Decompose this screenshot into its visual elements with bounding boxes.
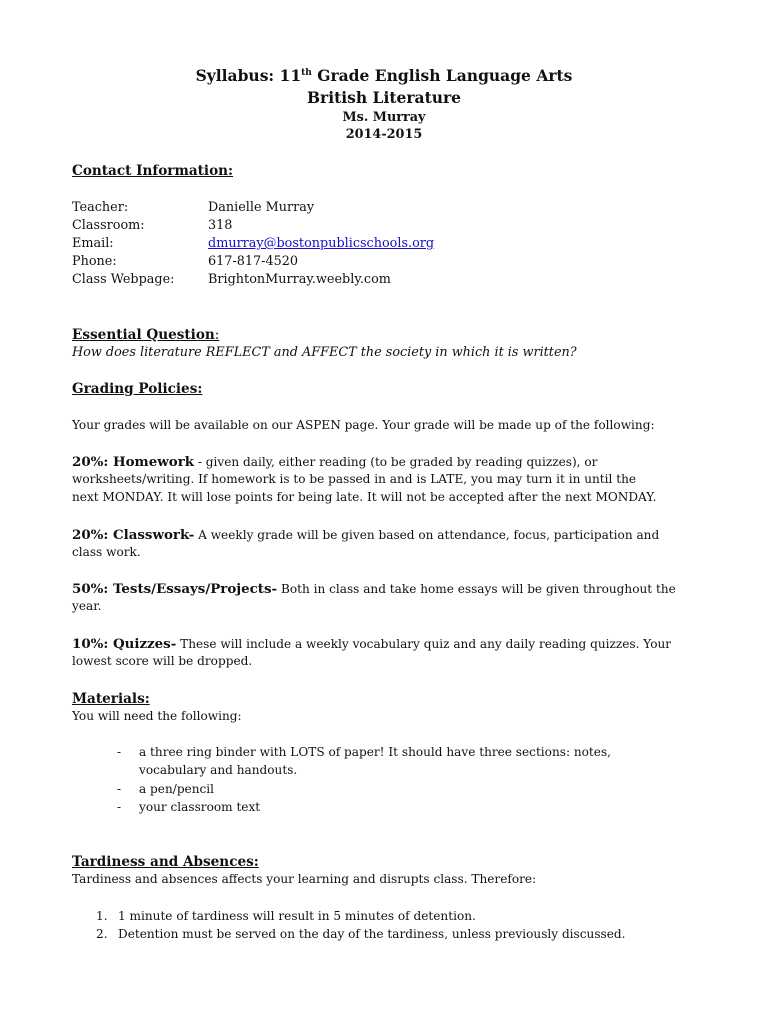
materials-item-binder: a three ring binder with LOTS of paper! It should have three sections: notes, xyxy=(139,745,611,759)
materials-item-text: your classroom text xyxy=(139,800,261,814)
classwork-line-1: 20%: Classwork- A weekly grade will be given based on attendance, focus, participation and xyxy=(72,527,660,543)
page-title: Syllabus: 11th Grade English Language Arts xyxy=(195,66,573,85)
webpage-label: Class Webpage: xyxy=(72,272,175,287)
essential-question: How does literature REFLECT and AFFECT the society in which it is written? xyxy=(72,345,577,360)
tardiness-rule-2: Detention must be served on the day of the tardiness, unless previously discussed. xyxy=(118,927,626,941)
teacher-name: Ms. Murray xyxy=(342,110,426,125)
quizzes-line-1: 10%: Quizzes- These will include a weekly vocabulary quiz and any daily reading quizzes. Your xyxy=(72,636,672,652)
materials-item-binder-cont: vocabulary and handouts. xyxy=(139,763,298,777)
tests-line-1: 50%: Tests/Essays/Projects- Both in class and take home essays will be given throughout the xyxy=(72,581,676,597)
teacher-label: Teacher: xyxy=(72,200,129,215)
contact-heading: Contact Information: xyxy=(72,163,234,179)
materials-intro: You will need the following: xyxy=(72,709,242,723)
classroom-value: 318 xyxy=(208,218,233,233)
webpage-value: BrightonMurray.weebly.com xyxy=(208,272,391,287)
email-label: Email: xyxy=(72,236,114,251)
classwork-line-2: class work. xyxy=(72,545,141,559)
homework-line-1: 20%: Homework - given daily, either reading (to be graded by reading quizzes), or xyxy=(72,454,598,470)
classroom-label: Classroom: xyxy=(72,218,145,233)
email-link[interactable]: dmurray@bostonpublicschools.org xyxy=(208,236,435,251)
bullet-dash: - xyxy=(117,782,122,796)
list-number: 2. xyxy=(96,927,108,941)
school-year: 2014-2015 xyxy=(345,127,423,142)
homework-line-2: worksheets/writing. If homework is to be passed in and is LATE, you may turn it in until the xyxy=(72,472,637,486)
quizzes-line-2: lowest score will be dropped. xyxy=(72,654,253,668)
phone-value: 617-817-4520 xyxy=(208,254,299,269)
tardiness-rule-1: 1 minute of tardiness will result in 5 minutes of detention. xyxy=(118,909,476,923)
grading-heading: Grading Policies: xyxy=(72,381,203,397)
essential-heading: Essential Question: xyxy=(72,327,220,343)
phone-label: Phone: xyxy=(72,254,117,269)
list-number: 1. xyxy=(96,909,108,923)
materials-heading: Materials: xyxy=(72,691,150,707)
teacher-value: Danielle Murray xyxy=(208,200,315,215)
bullet-dash: - xyxy=(117,800,122,814)
tests-line-2: year. xyxy=(72,599,102,613)
tardiness-intro: Tardiness and absences affects your learning and disrupts class. Therefore: xyxy=(72,872,537,886)
homework-line-3: next MONDAY. It will lose points for being late. It will not be accepted after the next MONDAY. xyxy=(72,490,657,504)
page-subtitle: British Literature xyxy=(306,88,462,107)
grading-intro: Your grades will be available on our ASPEN page. Your grade will be made up of the following: xyxy=(72,418,655,432)
tardiness-heading: Tardiness and Absences: xyxy=(72,854,259,870)
bullet-dash: - xyxy=(117,745,122,759)
materials-item-pen: a pen/pencil xyxy=(139,782,215,796)
